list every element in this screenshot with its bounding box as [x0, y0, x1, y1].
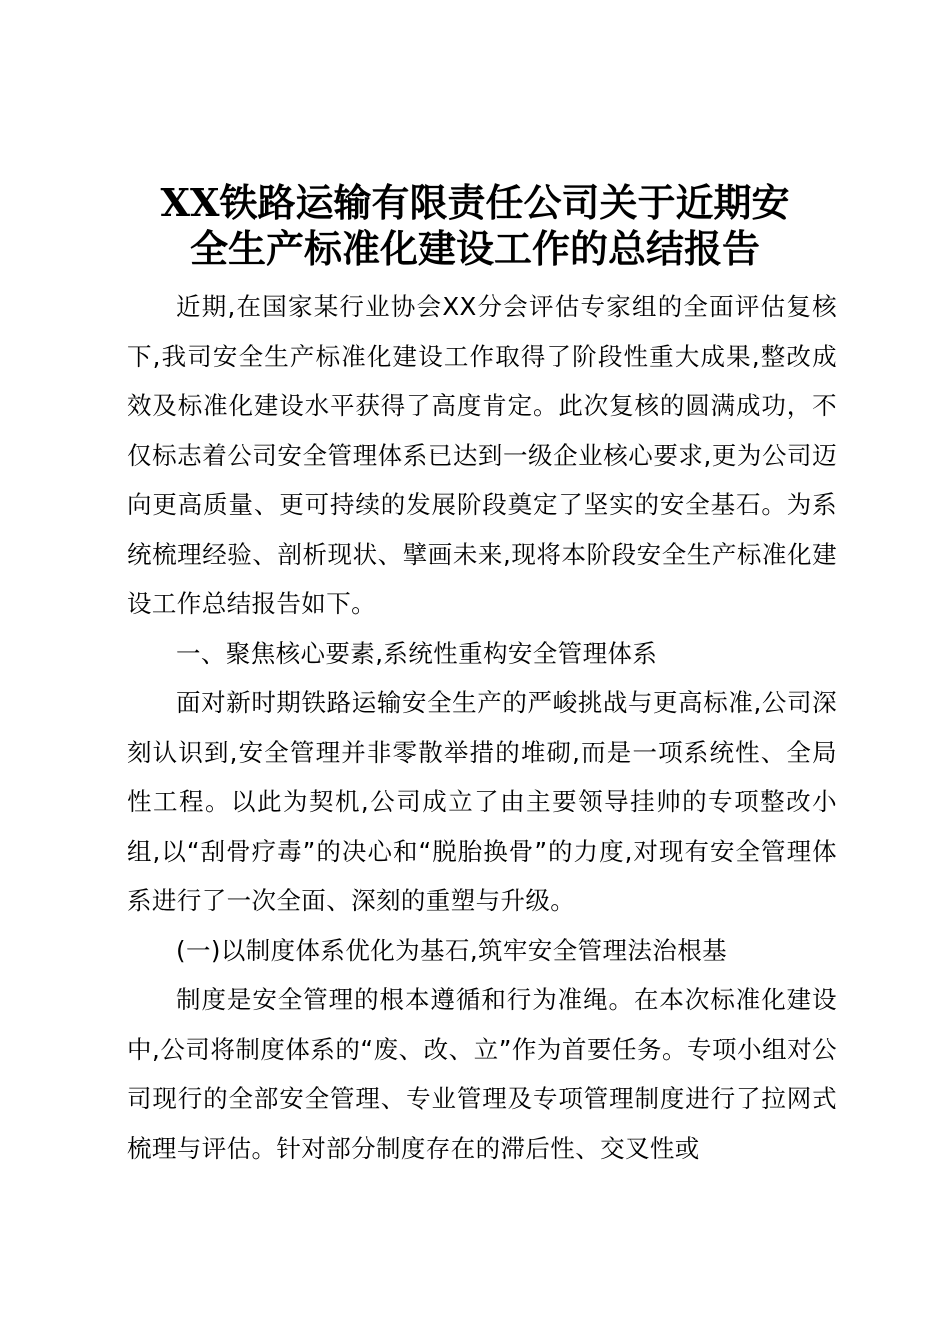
subsection-1-paragraph: 制度是安全管理的根本遵循和行为准绳。在本次标准化建设中,公司将制度体系的“废、改、立”作为首要任务。专项小组对公司现行的全部安全管理、专业管理及专项管理制度进行了拉网式梳理与评估。针对部分制度存在的滞后性、交叉性或 — [127, 985, 837, 1163]
title-line-2: 全生产标准化建设工作的总结报告 — [189, 226, 760, 271]
document-title — [100, 180, 850, 272]
title-line-1: XX铁路运输有限责任公司关于近期安 — [160, 180, 790, 225]
intro-paragraph: 近期,在国家某行业协会XX分会评估专家组的全面评估复核下,我司安全生产标准化建设工作取得了阶段性重大成果,整改成效及标准化建设水平获得了高度肯定。此次复核的圆满成功，不仅标志着公司安全管理体系已达到一级企业核心要求,更为公司迈向更高质量、更可持续的发展阶段奠定了坚实的安全基石。为系统梳理经验、剖析现状、擘画未来,现将本阶段安全生产标准化建设工作总结报告如下。 — [127, 292, 837, 618]
section-heading-1: 一、聚焦核心要素,系统性重构安全管理体系 — [176, 638, 658, 668]
document-body — [127, 282, 837, 1173]
section-1-paragraph: 面对新时期铁路运输安全生产的严峻挑战与更高标准,公司深刻认识到,安全管理并非零散举措的堆砌,而是一项系统性、全局性工程。以此为契机,公司成立了由主要领导挂帅的专项整改小组,以“刮骨疗毒”的决心和“脱胎换骨”的力度,对现有安全管理体系进行了一次全面、深刻的重塑与升级。 — [127, 688, 837, 915]
subsection-heading-1: (一)以制度体系优化为基石,筑牢安全管理法治根基 — [176, 935, 728, 965]
